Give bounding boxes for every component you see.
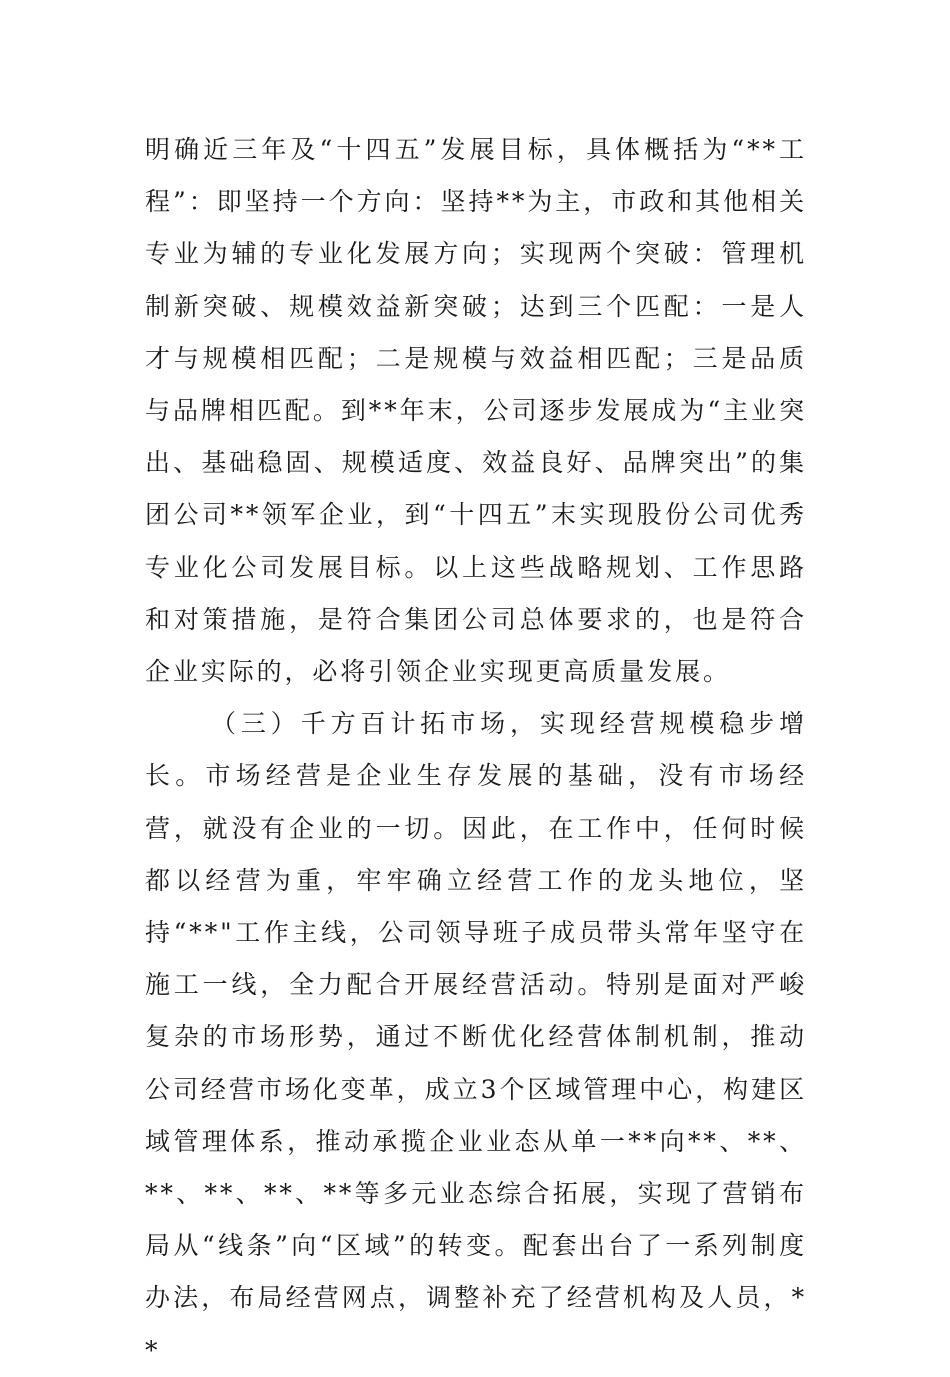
paragraph-market-expansion [145, 698, 807, 1377]
document-page [145, 124, 807, 1377]
paragraph-strategy-goals [145, 124, 807, 698]
paragraph-text: 市场经营是企业生存发展的基础，没有市场经营，就没有企业的一切。因此，在工作中，任何时候都以经营为重，牢牢确立经营工作的龙头地位，坚持“**"工作主线，公司领导班子成员带头常年坚守在施工一线，全力配合开展经营活动。特别是面对严峻复杂的市场形势，通过不断优化经营体制机制，推动公司经营市场化变革，成立3个区域管理中心，构建区域管理体系，推动承揽企业业态从单一**向**、**、**、**、**、**等多元业态综合拓展，实现了营销布局从“线条”向“区域”的转变。配套出台了一系列制度办法，布局经营网点，调整补充了经营机构及人员，** [145, 761, 807, 1365]
section-heading: （三）千方百计拓市场，实现经营规模稳步增长。 [145, 709, 807, 791]
paragraph-text: 明确近三年及“十四五”发展目标，具体概括为“**工程”：即坚持一个方向：坚持**为主，市政和其他相关专业为辅的专业化发展方向；实现两个突破：管理机制新突破、规模效益新突破；达到三个匹配：一是人才与规模相匹配；二是规模与效益相匹配；三是品质与品牌相匹配。到**年末，公司逐步发展成为“主业突出、基础稳固、规模适度、效益良好、品牌突出”的集团公司**领军企业，到“十四五”末实现股份公司优秀专业化公司发展目标。以上这些战略规划、工作思路和对策措施，是符合集团公司总体要求的，也是符合企业实际的，必将引领企业实现更高质量发展。 [145, 135, 807, 687]
